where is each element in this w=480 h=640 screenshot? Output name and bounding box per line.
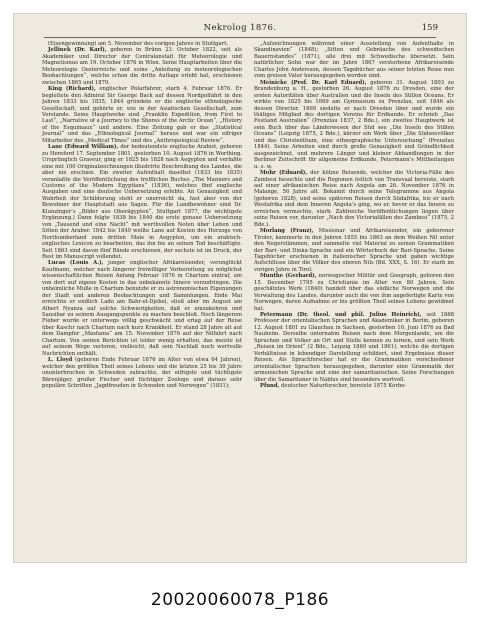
obituary-entry — [254, 312, 454, 383]
entry-name: Meinicke (Prof. Dr. Karl Eduard), — [260, 79, 367, 86]
image-id-caption: 20020060078_P186 — [150, 590, 330, 610]
entry-text: (geboren Ende Februar 1876 im Alter von etwa 64 Jahren), welcher den größten Theil seines Lebens und die letzten 25 bis 30 Jahre ununterbrochen in Schweden zubrachte, der eifrigste und tüchtigste Bärenjäger, großer Fischer und tüchtiger Zoologe und daraus sehr populäre Schriften „Jagdfreuden in Schweden und Norwegen“ (1831); — [42, 357, 242, 390]
header-rule — [44, 37, 436, 38]
entry-name: Jellinek (Dr. Karl), — [48, 47, 107, 54]
entry-text: geboren 31. August 1803 zu Brandenburg a. H., gestorben 26. August 1876 zu Dresden, eine der ersten Autoritäten über Australien und die Inseln des Stillen Oceans. Er wirkte von 1825 bis 1869 am Gymnasium zu Prenzlau, seit 1846 als dessen Director. 1869 siedelte er nach Dresden über und wurde ein thätiges Mitglied des dortigen Vereins für Erdkunde. Er schrieb „Das Festland Australien“ (Prenzlau 1837, 2 Bde.), ein zweites Hauptwerk ist sein Buch über das Länderwesen der Süd see „Die Inseln des Stillen Oceans“ (Leipzig 1875, 2 Bde.), kürzer ein Werk über „Die Südseevölker und das Christenthum, eine ethnographische Untersuchung“ (Prenzlau 1844). Seine Arbeiten sind durch große Genauigkeit und Gründlichkeit ausgezeichnet, und mehrere Länger und kleiner Abhandlungen in der Berliner Zeitschrift für allgemeine Erdkunde, Petermann’s Mittheilungen u. s. w. — [254, 79, 454, 170]
entry-name: Petermann (Dr. theol. und phil. Julius Heinrich), — [260, 312, 422, 319]
right-column — [254, 41, 454, 559]
entry-name: Morlang (Franz), — [260, 228, 314, 235]
obituary-entry — [42, 47, 242, 86]
entry-text: (Eisengewinnung) am 5. November des vorigen Jahres in Stuttgart. — [48, 41, 228, 47]
obituary-entry — [254, 383, 454, 389]
left-column — [42, 41, 242, 559]
entry-text: der kühne Reisende, welcher die Victoria-Fälle des Zambesi besuchte und die Regionen östlich von Transvaal bereiste, starb auf einer afrikanischen Reise nach Angola am 26. November 1876 in Malange, 56 Jahre alt. Bekannt durch seine Telegramme aus Angola (geboren 1828), und seine späteren Reisen durch Südafrika, bis er nach Westafrika und dem Inneren Angola’s ging, wo er, bevor er das Innere zu erreichen vermochte, starb. Zahlreiche Veröffentlichungen liegen über seine Reisen vor, darunter „Nach den Victoriafällen des Zambesi“ (1875, 2 Bde.). — [254, 170, 454, 228]
entry-name: Mohr (Eduard), — [260, 170, 308, 177]
obituary-entry — [254, 228, 454, 273]
entry-name: L. Lloyd — [48, 357, 73, 364]
running-title: Nekrolog 1876. — [203, 23, 277, 33]
entry-name: Munthe (Gerhard), — [260, 273, 317, 280]
obituary-entry — [254, 41, 454, 80]
entry-name: Pfund, — [260, 383, 280, 390]
entry-text: geboren in Brünn 23. October 1822, seit als Akademiker und Director der Centralanstalt für Meteorologie und Magnetismus am 19. October 1876 in Wien. Seine Hauptarbeiten über die Meteorologie Oesterreichs und seine „Anleitung zu meteorologischen Beobachtungen“, welche schon die dritte Auflage erlebt hat, erschienen zwischen 1865 und 1870. — [42, 47, 242, 86]
entry-text: englischer Polarfahrer, starb 4. Februar 1876. Er begleitete den Admiral Sir George Back auf dessen Nordpolfahrt in den Jahren 1833 bis 1835, 1844 gründete er die englische ethnologische Gesellschaft, und gehörte er, wie in der Asiatischen Gesellschaft, zum Vorstande. Seine Hauptwerke sind „Franklin Expedition, from First to Last“, „Narrative of a Journey to the Shores of the Arctic Ocean“, „History of the Esquimaux“ und andere. Eine Zeitung gab er das „Statistical Journal“ und das „Ethnological Journal“ heraus und war ein eifriger Mitarbeiter des „Medical Times“ und des „Anthropological Review“. — [42, 86, 242, 144]
entry-name: King (Richard), — [48, 86, 96, 93]
obituary-entry — [42, 357, 242, 389]
entry-text: seit 1868 Professor der orientalischen Sprachen und Akademiker in Berlin, geboren 12. August 1801 zu Glauchau in Sachsen, gestorben 10. Juni 1876 zu Bad Nauheim. Derselbe unternahm Reisen nach dem Morgenlande, um die Sprachen und Volker an Ort und Stelle kennen zu lernen, und sein Werk „Reisen im Orient“ (2 Bde., Leipzig 1860 und 1861), welche die dortigen Verhältnisse in lebendiger Darstellung schildert, sind Ergebnisse dieser Reisen. Als Sprachforscher hat er die Grammatiken verschiedener orientalischer Sprachen herausgegeben, darunter eine Grammatik der armenischen Sprache und eine der samaritanischen. Seine Forschungen über die Samaritaner in Nablus sind besonders wertvoll. — [254, 312, 454, 383]
book-page — [14, 14, 466, 562]
obituary-entry — [42, 144, 242, 260]
page-number: 159 — [421, 23, 438, 33]
entry-text: deutscher Naturforscher, bereiste 1875 Korbo- — [281, 383, 407, 390]
obituary-entry — [42, 260, 242, 357]
obituary-entry — [254, 273, 454, 312]
obituary-entry — [254, 80, 454, 170]
entry-text: junger englischer Afrikareisender, verunglückt Kaufmann, welcher nach längerer freiwilliger Vorbereitung zu möglichst wissenschaftlichen Reisen Anfang Februar 1876 in Chartum eintraf, um von dort auf eigene Kosten in das unbekannte Innere vorzudringen. Die unheimliche Muße in Chartum benutzte er zu astronomischen Eigenungen der Stadt und anderen Beobachtungen und Sammlungen. Ende Mai erreichte er endlich Lado am Bahr-el-Djebel, stieß aber im August am Albert Nyanza auf solche Schwierigkeiten, daß er umzukehren und Sansibar zu seinem Ausgangspunkte zu machen beschloß. Noch längerem Fieber wurde er unterwegs völlig geschwächt und erlag auf der Reise über Kaschr nach Chartum nach kurz Krankheit. Er stand 28 Jahre alt auf dem Dampfer „Masfama“ am 15. November 1876 auf der Nilfahrt nach Chartum. Von seinen Berichten ist leider wenig erhalten, das meiste ist auf seinem Wege verloren, vielleicht, daß sein Nachlaß noch wertvolle Nachrichten enthält. — [42, 260, 242, 357]
entry-name: Lucas (Louis A.), — [48, 260, 104, 267]
entry-text: norwegischer Militär und Geograph, geboren den 15. December 1795 zu Christiania im Alter von 80 Jahren. Sein geschätztes Werk (1840) handelt über das südliche Norwegen und die Verwaltung des Landes, darunter auch die von ihm angefertigte Karte von Norwegen, deren Aufnahme er bis größten Theil seines Lebens gewidmet hat. — [254, 273, 454, 312]
entry-text: „Aufzeichnungen während einer Ausstellung von Aufenthalte in Skandinavien“ (1848); „Sitten und Gebräuche des schwedischen Bauernstandes“ (1871), alle drei mit Schwedische übersetzt. Sein natürlicher Sohn war der im Jahre 1867 verstorbene Afrikareisende Charles John Andersson, dessen Tagebücher aus seiner letzten Reise nun vom greisen Vater herausgegeben worden sind. — [254, 41, 454, 80]
obituary-entry — [42, 86, 242, 144]
page-header — [14, 23, 466, 37]
obituary-entry — [254, 170, 454, 228]
entry-name: Lane (Edward William), — [48, 144, 119, 151]
entry-text: Missionar und Afrikareisender, ein geborener Tiroler, kammerte in den Jahren 1855 bis 1863 an dem Weißen Nil unter den Negerstämmen, und sammelte viel Material zu seinen Grammatiken der Bari- und Dinka-Sprache und ein Wörterbuch der Bari-Sprache. Seine Tagebücher erschienen in italienischer Sprache und gaben wichtige Aufschlüsse über die Völker des oberen Nils (Bd. XXX, S. 16). Er starb im vorigen Jahre in Tirol. — [254, 228, 454, 273]
entry-text: der bedeutendste englische Arabist, geboren zu Hereford 17. September 1801, gestorben 10. August 1876 in Worthing. Ursprünglich Graveur, ging er 1825 bis 1828 nach Aegypten und verfaßte eine mit 100 Originalzeichnungen illustrirte Beschreibung des Landes, die aber nie erschien. Ein zweiter Aufenthalt daselbst (1833 bis 1835) veranlaßte die Veröffentlichung des trefflichen Buches „The Manners and Customs of the Modern Egyptians“ (1836), welches fünf englische Ausgaben und eine deutsche Uebersetzung erlebte. An Genauigkeit und Wahrheit der Schilderung steht er unerreicht da, fast aber von der Bewohner der Hauptstadt aus Sagen. Für die Landbewohner sind Dr. Klunzinger’s „Bilder aus Oberägypten“, Stuttgart 1877, die wichtigste Ergänzung.) Dann folgte 1838 bis 1840 die erste genaue Uebersetzung von „Tausend und eine Nacht“ mit werthvollen Noten über Leben und Sitten der Araber. 1842 bis 1849 weilte Lane auf Kosten des Herzogs von Northumberland zum dritten Male in Aegypten, um ein arabisch-englisches Lexicon zu bearbeiten, das ihn bis an seinen Tod beschäftigte. Seit 1863 sind davon fünf Bände erschienen, der sechste ist im Druck, der Rest im Manuscript vollendet. — [42, 144, 242, 260]
